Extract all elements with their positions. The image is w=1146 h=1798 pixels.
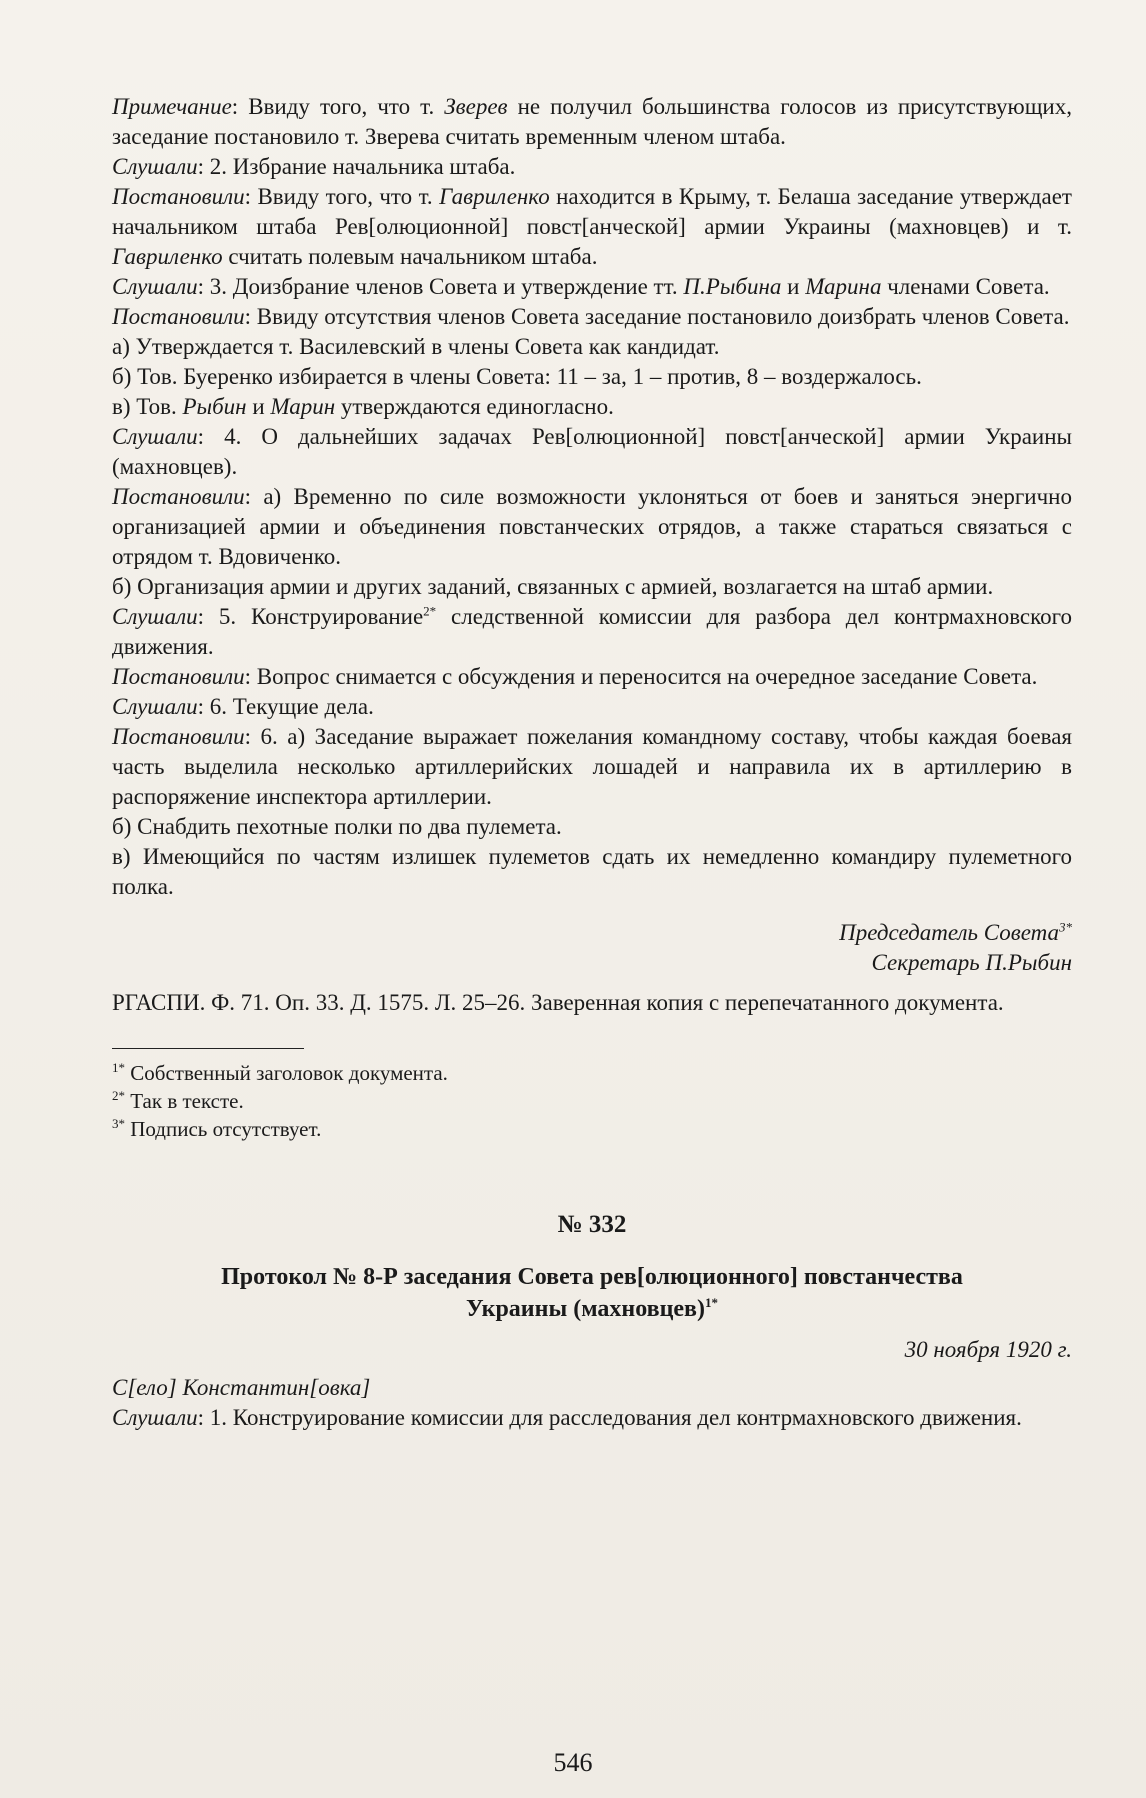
paragraph-heard-6: Слушали: 6. Текущие дела. [112,694,374,719]
paragraph-item-c3: в) Имеющийся по частям излишек пулеметов сдать их немедленно командиру пулеметного полка. [112,844,1072,899]
paragraph-item-a: а) Утверждается т. Василевский в члены Совета как кандидат. [112,334,720,359]
paragraph-heard-3: Слушали: 3. Доизбрание членов Совета и утверждение тт. П.Рыбина и Марина членами Совета. [112,274,1050,299]
page-number: 546 [553,1748,593,1777]
signature-chairman: Председатель Совета$^{3*}$ [839,919,1072,945]
footnote-item: $^{2*}$ Так в тексте. [112,1088,244,1113]
paragraph-heard-4: Слушали: 4. О дальнейших задачах Рев[олюционной] повст[анческой] армии Украины (махновцев). [112,424,1072,479]
paragraph-item-b3: б) Снабдить пехотные полки по два пулемета. [112,814,562,839]
paragraph-resolved-6: Постановили: 6. а) Заседание выражает пожелания командному составу, чтобы каждая боевая часть выделила несколько артиллерийских лошадей и направила их в артиллерию в распоряжение инспектора артиллерии. [112,724,1072,809]
paragraph-resolved-4: Постановили: а) Временно по силе возможности уклоняться от боев и заняться энергично организацией армии и объединения повстанческих отрядов, а также стараться связаться с отрядом т. Вдовиченко. [112,484,1072,569]
footnotes [112,1059,1072,1143]
paragraph-resolved-2: Постановили: Ввиду того, что т. Гавриленко находится в Крыму, т. Белаша заседание утверждает начальником штаба Рев[олюционной] повст[анческой] армии Украины (махновцев) и т. Гавриленко считать полевым начальником штаба. [112,184,1072,269]
paragraph-heard-5: Слушали: 5. Конструирование$^{2*}$ следственной комиссии для разбора дел контрмахновского движения. [112,603,1072,659]
document-title: Протокол № 8-Р заседания Совета рев[олюционного] повстанчества Украины (махновцев)$^{1*}$ [221,1264,963,1322]
paragraph-heard-next: Слушали: 1. Конструирование комиссии для расследования дел контрмахновского движения. [112,1405,1022,1430]
footnote-item: $^{3*}$ Подпись отсутствует. [112,1116,322,1141]
paragraph-heard-2: Слушали: 2. Избрание начальника штаба. [112,154,516,179]
paragraph-item-b: б) Тов. Буеренко избирается в члены Совета: 11 – за, 1 – против, 8 – воздержалось. [112,364,922,389]
paragraph-item-c: в) Тов. Рыбин и Марин утверждаются единогласно. [112,394,614,419]
footnote-item: $^{1*}$ Собственный заголовок документа. [112,1060,448,1085]
archive-source: РГАСПИ. Ф. 71. Оп. 33. Д. 1575. Л. 25–26. Заверенная копия с перепечатанного документа. [112,990,1004,1015]
document-number: № 332 [557,1211,627,1238]
paragraph-resolved-3: Постановили: Ввиду отсутствия членов Совета заседание постановило доизбрать членов Совета. [112,304,1070,329]
document-date: 30 ноября 1920 г. [904,1337,1072,1362]
paragraph-note: Примечание: Ввиду того, что т. Зверев не получил большинства голосов из присутствующих, заседание постановило т. Зверева считать временным членом штаба. [112,94,1072,149]
paragraph-resolved-5: Постановили: Вопрос снимается с обсуждения и переносится на очередное заседание Совета. [112,664,1038,689]
document-place: С[ело] Константин[овка] [112,1375,371,1400]
footnote-divider [112,1048,304,1049]
paragraph-item-b2: б) Организация армии и других заданий, связанных с армией, возлагается на штаб армии. [112,574,994,599]
signature-secretary: Секретарь П.Рыбин [871,950,1072,975]
page-text [112,92,1072,1433]
